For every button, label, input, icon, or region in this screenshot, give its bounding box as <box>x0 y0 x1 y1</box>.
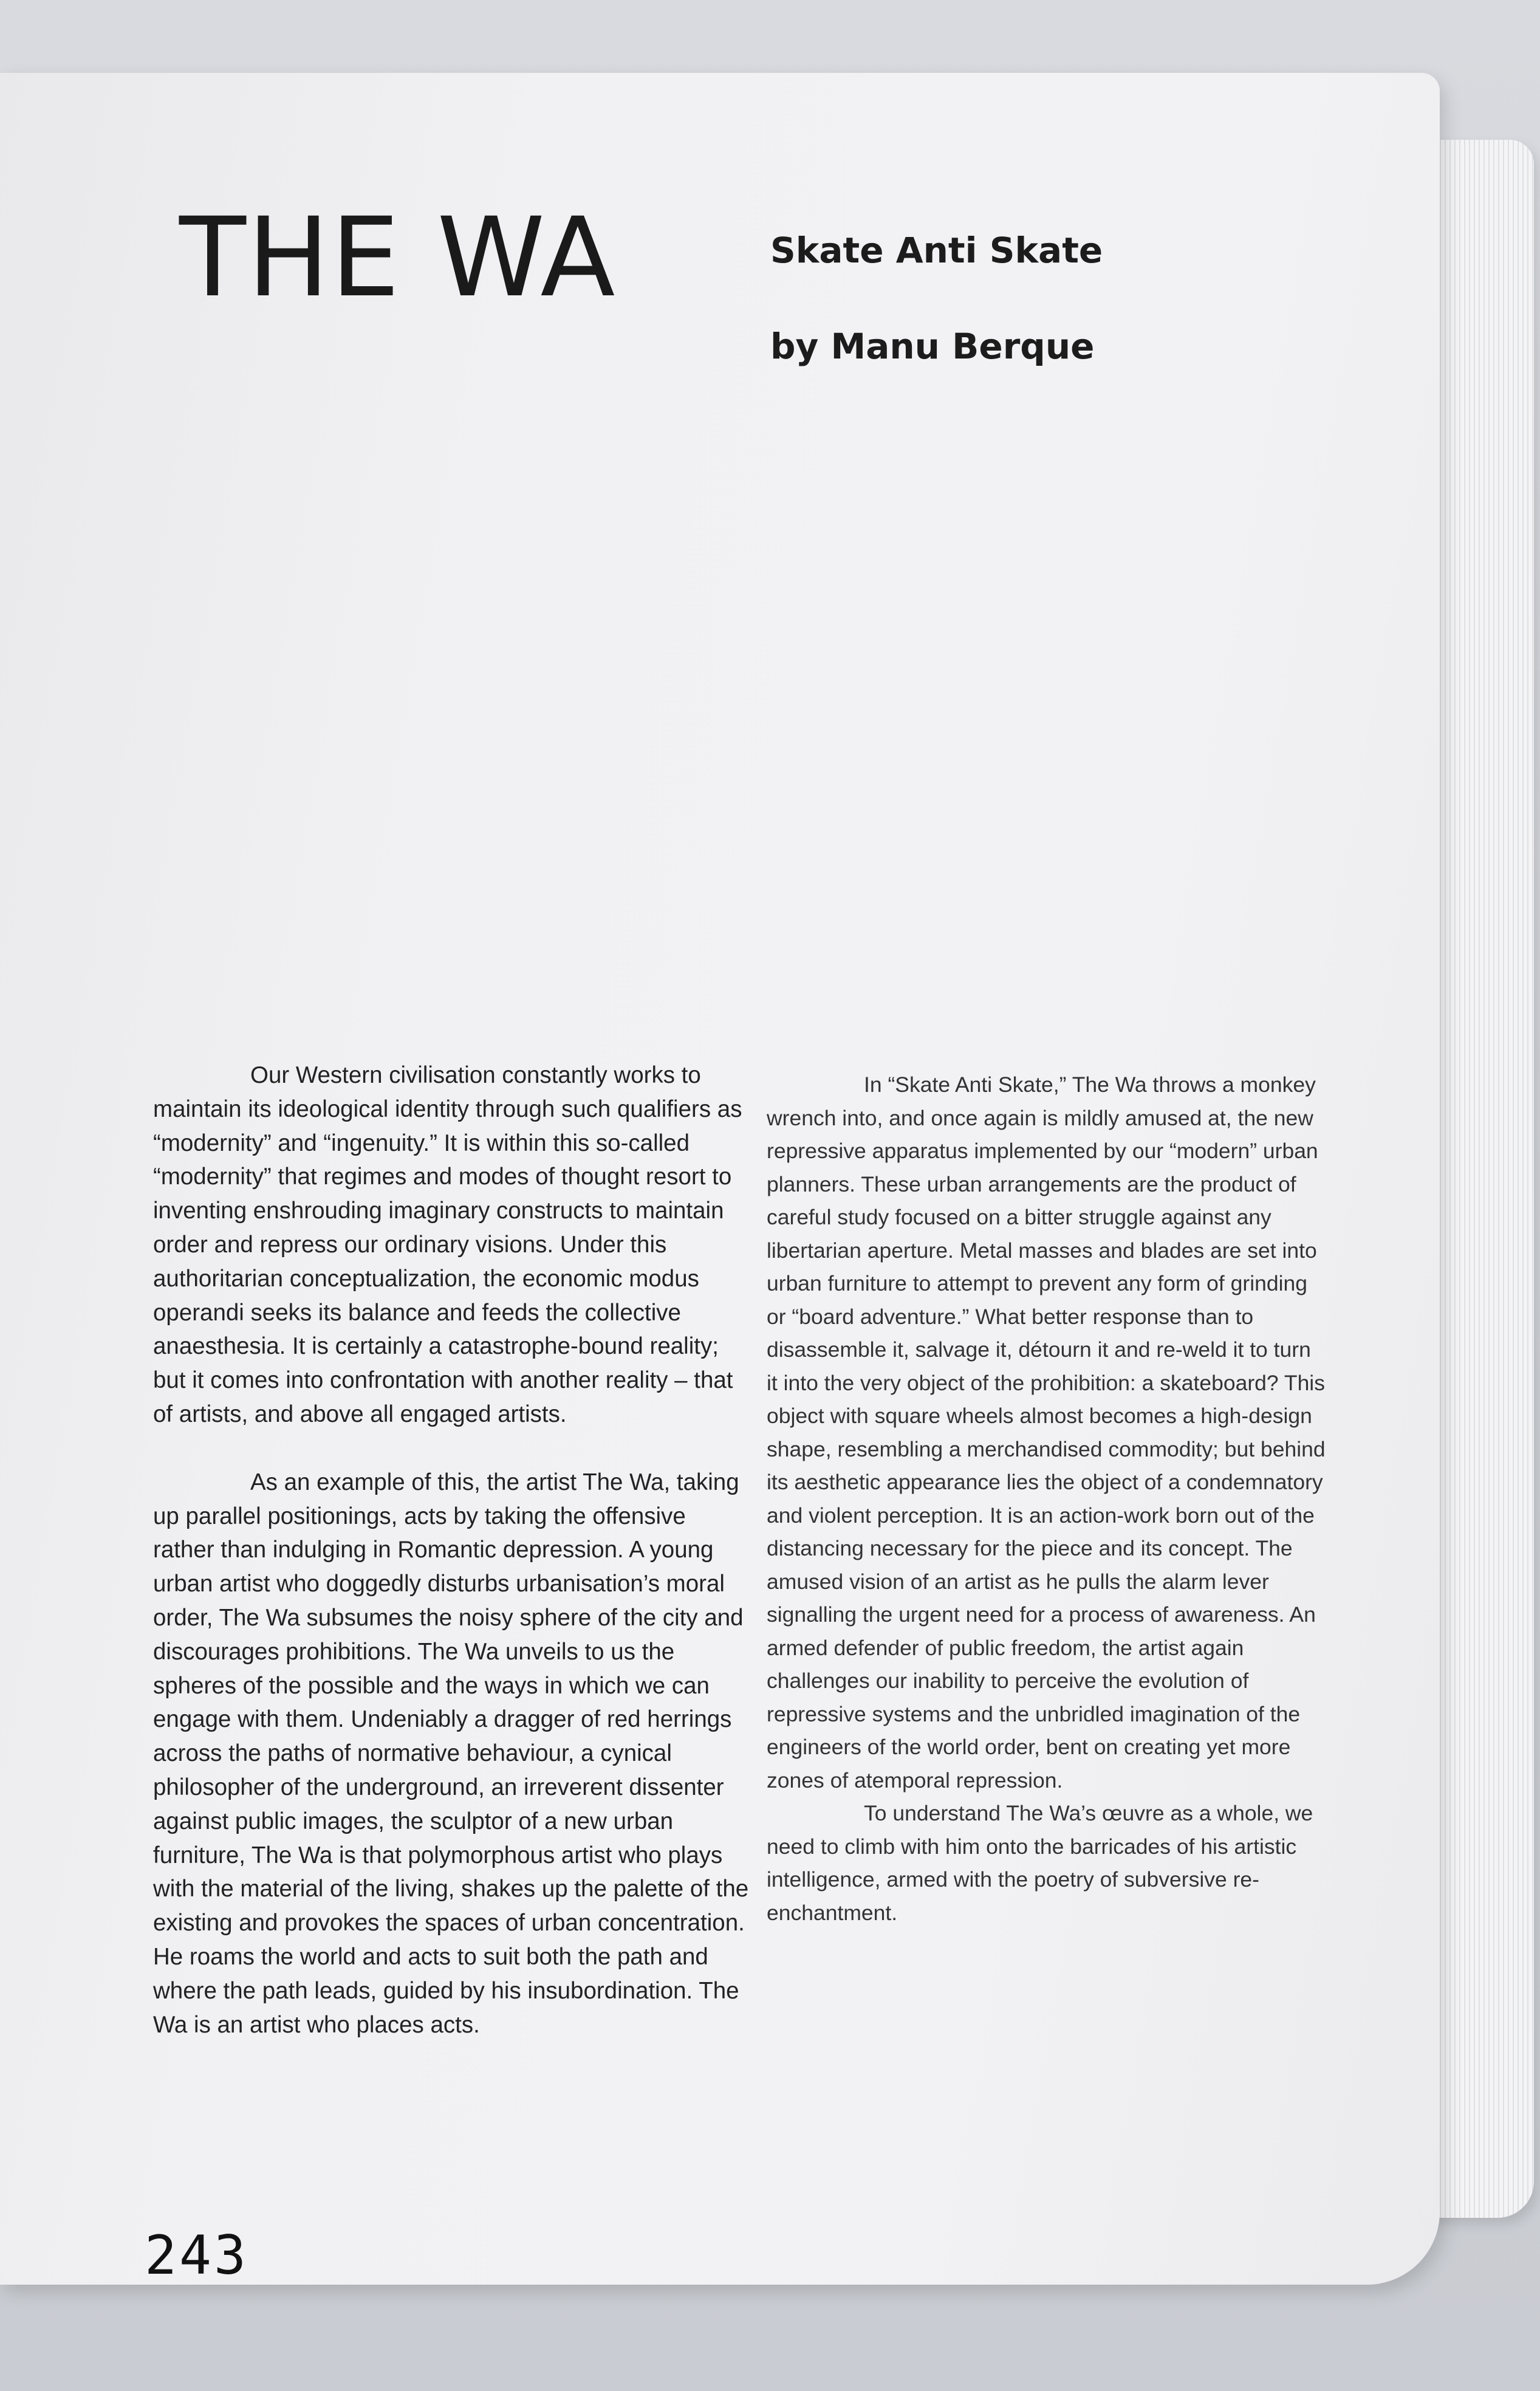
paragraph: In “Skate Anti Skate,” The Wa throws a monkey wrench into, and once again is mildly amused at, the new repressive apparatus implemented by our “modern” urban planners. These urban arrangements are the product of careful study focused on a bitter struggle against any libertarian aperture. Metal masses and blades are set into urban furniture to attempt to prevent any form of grinding or “board adventure.” What better response than to disassemble it, salvage it, détourn it and re-weld it to turn it into the very object of the prohibition: a skateboard? This object with square wheels almost becomes a high-design shape, resembling a merchandised commodity; but behind its aesthetic appearance lies the object of a condemnatory and violent perception. It is an action-work born out of the distancing necessary for the piece and its concept. The amused vision of an artist as he pulls the alarm lever signalling the urgent need for a process of awareness. An armed defender of public freedom, the artist again challenges our inability to perceive the evolution of repressive systems and the unbridled imagination of the engineers of the world order, bent on creating yet more zones of atemporal repression. <box>767 1072 1326 1792</box>
article-byline: by Manu Berque <box>770 326 1095 367</box>
left-text-column <box>153 1058 751 2042</box>
paragraph: To understand The Wa’s œuvre as a whole, we need to climb with him onto the barricades of his artistic intelligence, armed with the poetry of subversive re-enchantment. <box>767 1801 1313 1925</box>
paragraph: As an example of this, the artist The Wa, taking up parallel positionings, acts by taking the offensive rather than indulging in Romantic depression. A young urban artist who doggedly disturbs urbanisation’s moral order, The Wa subsumes the noisy sphere of the city and discourages prohibitions. The Wa unveils to us the spheres of the possible and the ways in which we can engage with them. Undeniably a dragger of red herrings across the paths of normative behaviour, a cynical philosopher of the underground, an irreverent dissenter against public images, the sculptor of a new urban furniture, The Wa is that polymorphous artist who plays with the material of the living, shakes up the palette of the existing and provokes the spaces of urban concentration. He roams the world and acts to suit both the path and where the path leads, guided by his insubordination. The Wa is an artist who places acts. <box>153 1469 749 2038</box>
right-text-column <box>767 1068 1326 1929</box>
article-subtitle: Skate Anti Skate <box>770 230 1103 271</box>
paragraph: Our Western civilisation constantly works to maintain its ideological identity through such qualifiers as “modernity” and “ingenuity.” It is within this so-called “modernity” that regimes and modes of thought resort to inventing enshrouding imaginary constructs to maintain order and repress our ordinary visions. Under this authoritarian conceptualization, the economic modus operandi seeks its balance and feeds the collective anaesthesia. It is certainly a catastrophe-bound reality; but it comes into confrontation with another reality – that of artists, and above all engaged artists. <box>153 1062 742 1427</box>
article-title: THE WA <box>179 194 617 321</box>
book-page <box>0 73 1440 2285</box>
page-number: 243 <box>145 2224 248 2286</box>
